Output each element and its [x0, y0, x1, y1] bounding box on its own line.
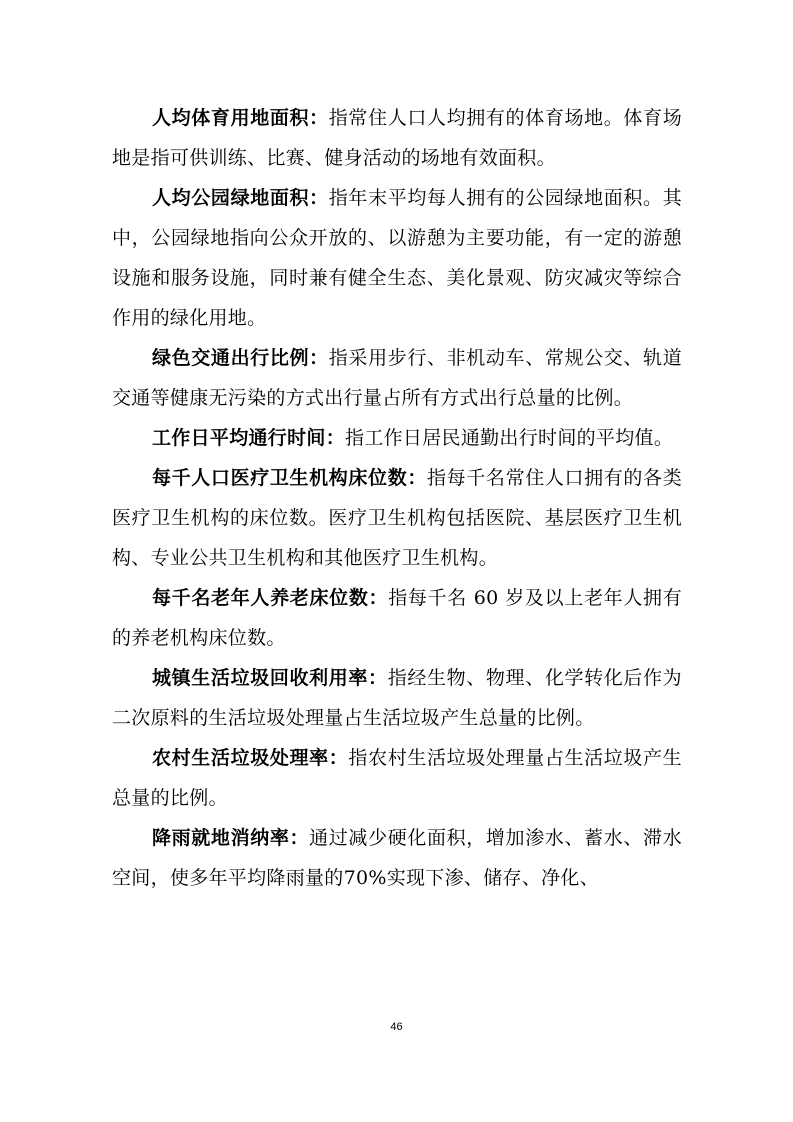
definition-text: 指工作日居民通勤出行时间的平均值。: [345, 427, 674, 449]
definition-text: 指每千名常住人口拥有的各类医疗卫生机构的床位数。医疗卫生机构包括医院、基层医疗卫生机构、专业公共卫生机构和其他医疗卫生机构。: [112, 467, 683, 569]
definition-term: 每千名老年人养老床位数：: [152, 587, 389, 609]
definition-term: 人均公园绿地面积：: [152, 187, 329, 209]
definition-paragraph: [112, 178, 682, 338]
definition-paragraph: [112, 818, 682, 898]
definition-term: 降雨就地消纳率：: [152, 827, 310, 849]
definition-text: 指采用步行、非机动车、常规公交、轨道交通等健康无污染的方式出行量占所有方式出行总量的比例。: [112, 347, 682, 409]
definition-term: 人均体育用地面积：: [152, 107, 329, 129]
definition-paragraph: [112, 458, 682, 578]
definition-paragraph: [112, 98, 682, 178]
definition-paragraph: [112, 738, 682, 818]
definition-text: 指农村生活垃圾处理量占生活垃圾产生总量的比例。: [112, 747, 682, 809]
definition-text: 指经生物、物理、化学转化后作为二次原料的生活垃圾处理量占生活垃圾产生总量的比例。: [112, 667, 682, 729]
definition-term: 农村生活垃圾处理率：: [152, 747, 349, 769]
definition-paragraph: [112, 418, 682, 458]
definition-text: 指每千名 60 岁及以上老年人拥有的养老机构床位数。: [112, 587, 682, 649]
definition-paragraph: [112, 658, 682, 738]
definition-paragraph: [112, 338, 682, 418]
definition-text: 指年末平均每人拥有的公园绿地面积。其中，公园绿地指向公众开放的、以游憩为主要功能，有一定的游憩设施和服务设施，同时兼有健全生态、美化景观、防灾减灾等综合作用的绿化用地。: [112, 187, 682, 329]
definition-term: 工作日平均通行时间：: [152, 427, 346, 449]
definition-text: 通过减少硬化面积，增加渗水、蓄水、滞水空间，使多年平均降雨量的70%实现下渗、储存、净化、: [112, 827, 682, 889]
definition-text: 指常住人口人均拥有的体育场地。体育场地是指可供训练、比赛、健身活动的场地有效面积。: [112, 107, 682, 169]
definition-term: 绿色交通出行比例：: [152, 347, 329, 369]
document-body: [112, 98, 682, 898]
page-number: 46: [390, 1021, 403, 1033]
definition-paragraph: [112, 578, 682, 658]
definition-term: 城镇生活垃圾回收利用率：: [152, 667, 388, 689]
definition-term: 每千人口医疗卫生机构床位数：: [152, 467, 427, 489]
